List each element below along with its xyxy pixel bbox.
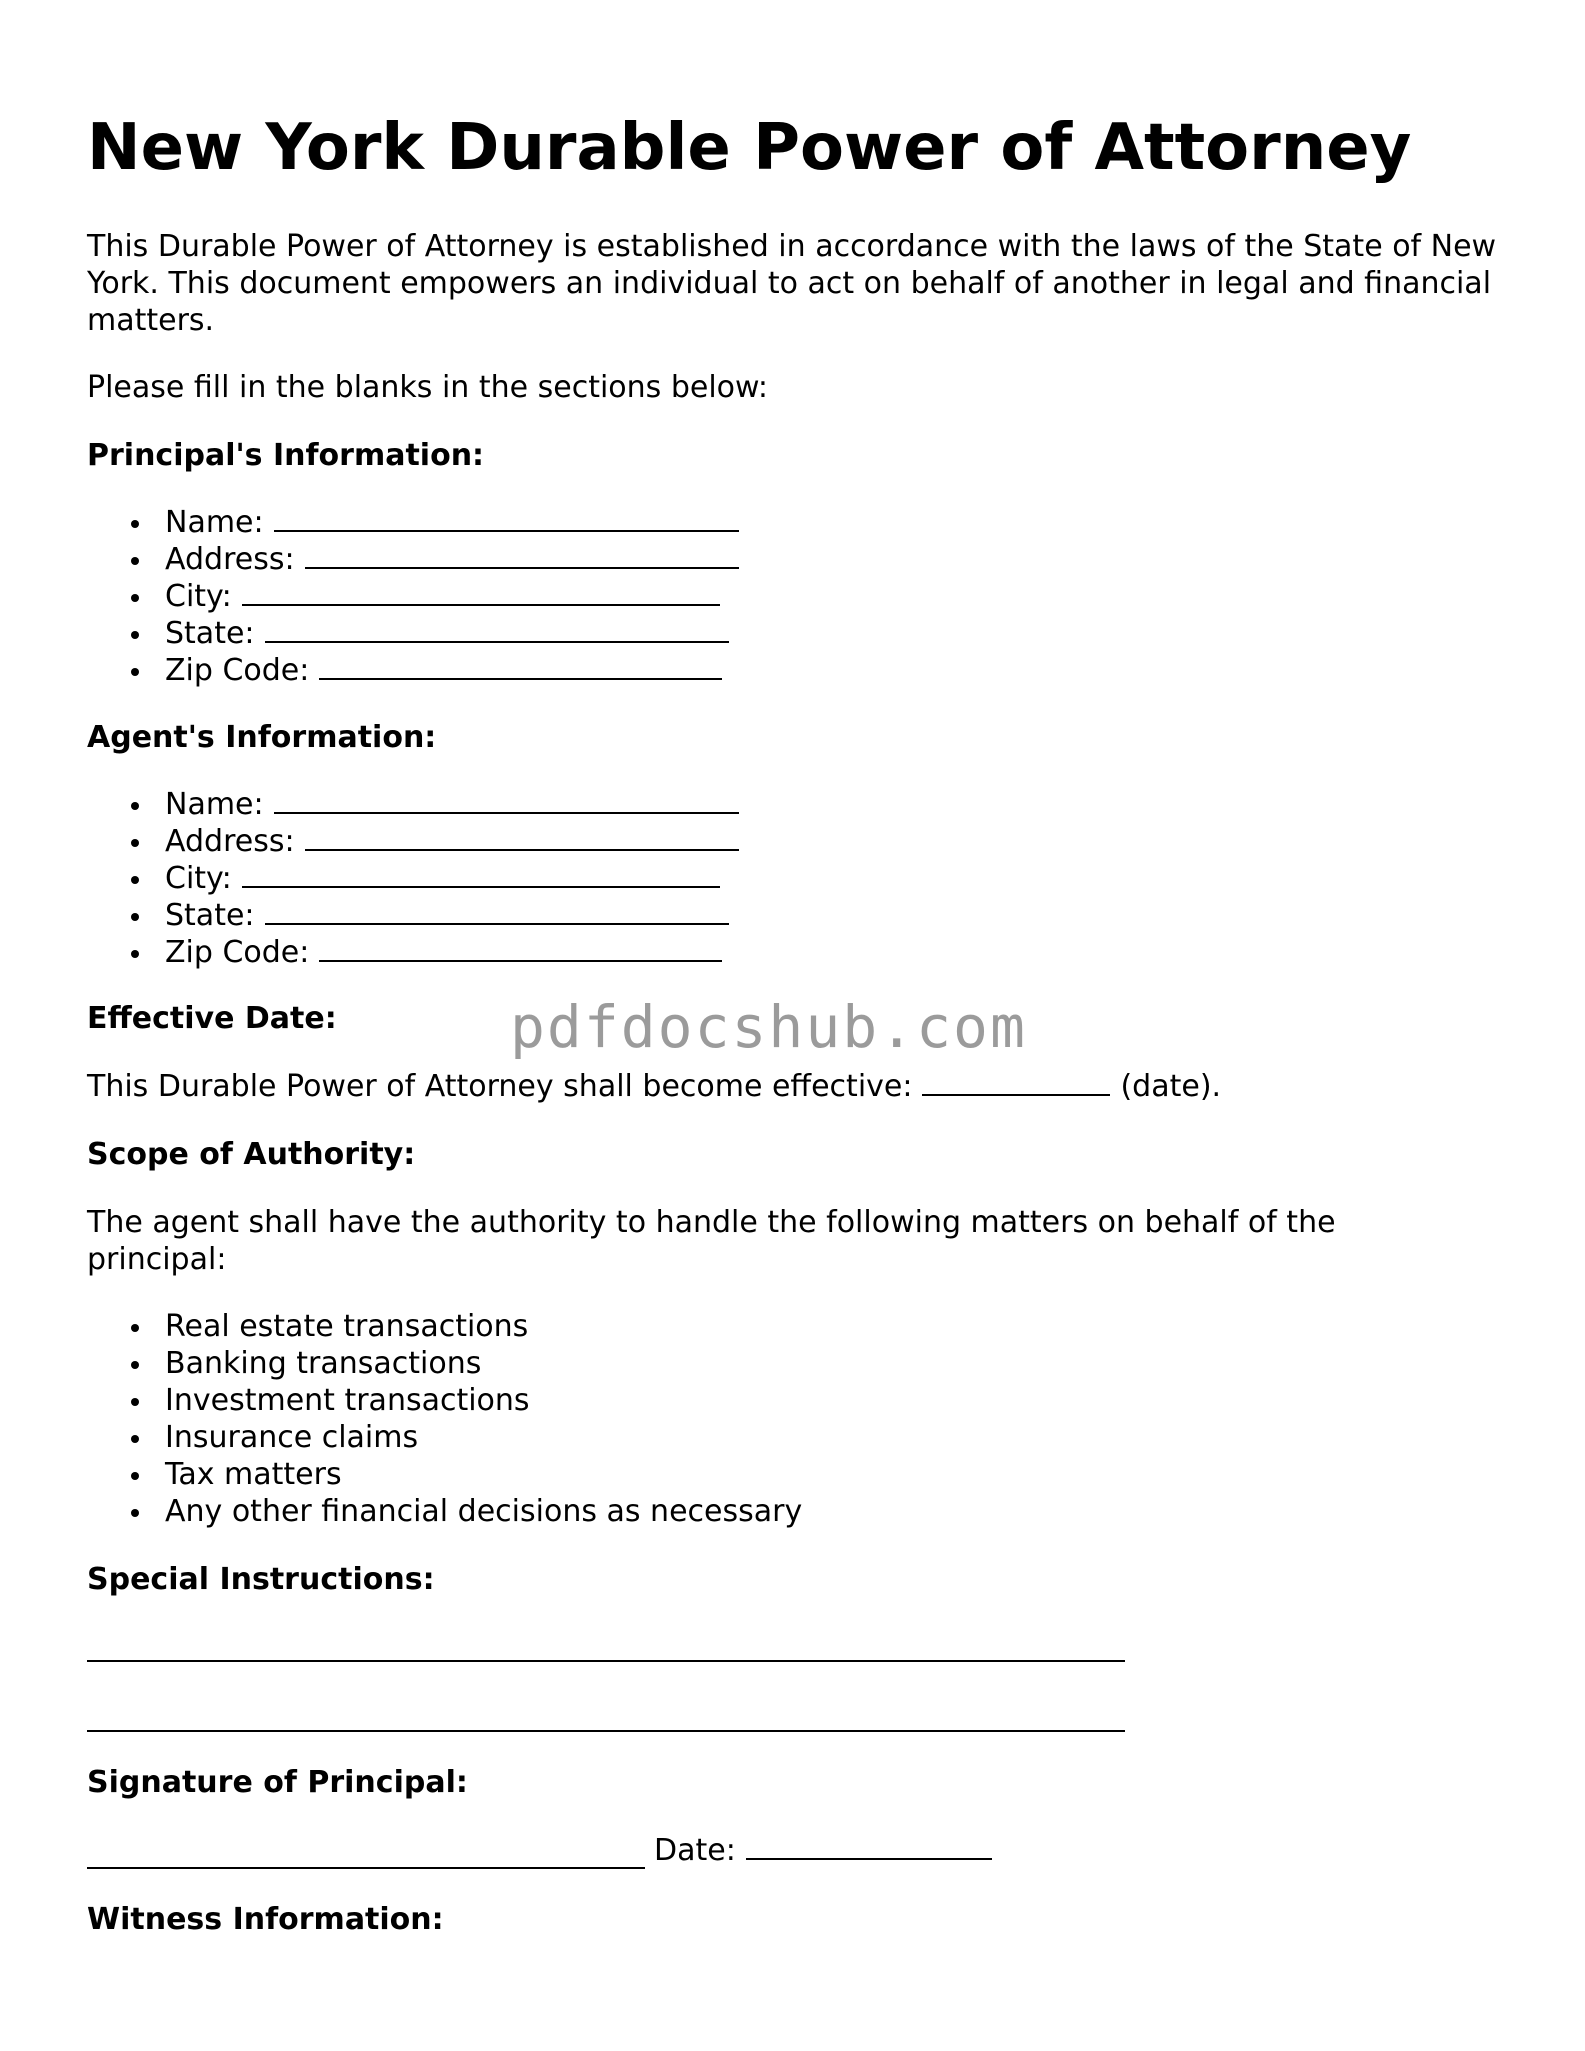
principal-heading: Principal's Information: bbox=[87, 438, 485, 473]
agent-city-field[interactable] bbox=[87, 860, 739, 897]
principal-state-field[interactable] bbox=[87, 615, 739, 652]
signature-line[interactable] bbox=[87, 1867, 645, 1869]
state-blank[interactable] bbox=[265, 615, 729, 643]
signature-heading: Signature of Principal: bbox=[87, 1765, 468, 1800]
signature-date-label: Date: bbox=[654, 1833, 736, 1868]
field-label: Zip Code: bbox=[165, 935, 310, 970]
scope-item: Tax matters bbox=[87, 1456, 802, 1493]
field-label: State: bbox=[165, 616, 255, 651]
field-label: State: bbox=[165, 898, 255, 933]
effective-date-blank[interactable] bbox=[922, 1068, 1110, 1096]
agent-name-field[interactable] bbox=[87, 786, 739, 823]
field-label: Name: bbox=[165, 505, 264, 540]
scope-text: The agent shall have the authority to handle the following matters on behalf of the principal: bbox=[87, 1205, 1336, 1277]
agent-heading: Agent's Information: bbox=[87, 720, 437, 755]
principal-zip-field[interactable] bbox=[87, 652, 739, 689]
scope-item: Insurance claims bbox=[87, 1419, 802, 1456]
address-blank[interactable] bbox=[305, 823, 739, 851]
city-blank[interactable] bbox=[242, 860, 720, 888]
instruction-text: Please fill in the blanks in the sections below: bbox=[87, 370, 769, 405]
state-blank[interactable] bbox=[265, 897, 729, 925]
principal-field-list bbox=[87, 504, 739, 689]
principal-name-field[interactable] bbox=[87, 504, 739, 541]
intro-paragraph: This Durable Power of Attorney is established in accordance with the laws of the State of New York. This document empowers an individual to act on behalf of another in legal and financial matters. bbox=[87, 229, 1497, 338]
effective-date-heading: Effective Date: bbox=[87, 1001, 337, 1036]
field-label: City: bbox=[165, 861, 232, 896]
signature-date-field bbox=[654, 1832, 992, 1869]
effective-date-text bbox=[87, 1068, 1221, 1105]
watermark-text: pdfdocshub.com bbox=[510, 993, 1027, 1061]
page-title: New York Durable Power of Attorney bbox=[87, 111, 1412, 185]
signature-date-blank[interactable] bbox=[746, 1832, 992, 1860]
scope-list bbox=[87, 1308, 802, 1530]
date-suffix: (date). bbox=[1120, 1069, 1222, 1104]
effective-date-sentence: This Durable Power of Attorney shall become effective: bbox=[87, 1069, 913, 1104]
field-label: City: bbox=[165, 579, 232, 614]
special-instructions-line-2[interactable] bbox=[87, 1730, 1125, 1732]
agent-zip-field[interactable] bbox=[87, 934, 739, 971]
scope-item: Any other financial decisions as necessary bbox=[87, 1493, 802, 1530]
field-label: Zip Code: bbox=[165, 653, 310, 688]
city-blank[interactable] bbox=[242, 578, 720, 606]
field-label: Address: bbox=[165, 824, 295, 859]
field-label: Address: bbox=[165, 542, 295, 577]
name-blank[interactable] bbox=[274, 786, 739, 814]
witness-heading: Witness Information: bbox=[87, 1902, 444, 1937]
name-blank[interactable] bbox=[274, 504, 739, 532]
special-instructions-heading: Special Instructions: bbox=[87, 1562, 435, 1597]
principal-city-field[interactable] bbox=[87, 578, 739, 615]
agent-state-field[interactable] bbox=[87, 897, 739, 934]
agent-address-field[interactable] bbox=[87, 823, 739, 860]
agent-field-list bbox=[87, 786, 739, 971]
zip-blank[interactable] bbox=[319, 652, 722, 680]
scope-heading: Scope of Authority: bbox=[87, 1137, 416, 1172]
field-label: Name: bbox=[165, 787, 264, 822]
scope-item: Banking transactions bbox=[87, 1345, 802, 1382]
special-instructions-line-1[interactable] bbox=[87, 1660, 1125, 1662]
principal-address-field[interactable] bbox=[87, 541, 739, 578]
scope-item: Investment transactions bbox=[87, 1382, 802, 1419]
scope-item: Real estate transactions bbox=[87, 1308, 802, 1345]
zip-blank[interactable] bbox=[319, 934, 722, 962]
address-blank[interactable] bbox=[305, 541, 739, 569]
